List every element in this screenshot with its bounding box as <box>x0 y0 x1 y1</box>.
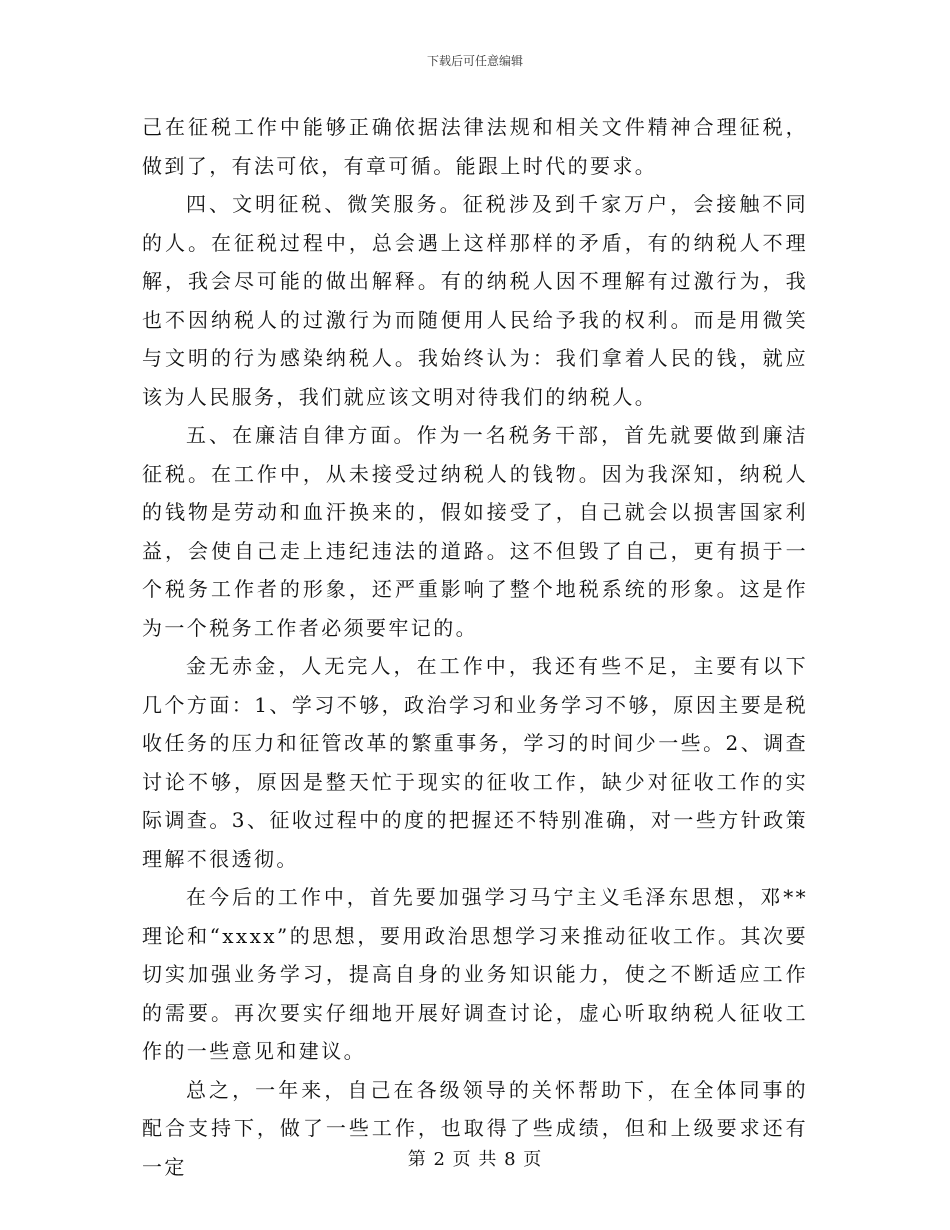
document-body <box>142 108 808 1186</box>
page-header-note: 下载后可任意编辑 <box>426 54 523 68</box>
paragraph-continuation: 己在征税工作中能够正确依据法律法规和相关文件精神合理征税，做到了，有法可依，有章可循。能跟上时代的要求。 <box>142 115 808 178</box>
paragraph-shortcomings: 金无赤金，人无完人，在工作中，我还有些不足，主要有以下几个方面：1、学习不够，政治学习和业务学习不够，原因主要是税收任务的压力和征管改革的繁重事务，学习的时间少一些。2、调查讨论不够，原因是整天忙于现实的征收工作，缺少对征收工作的实际调查。3、征收过程中的度的把握还不特别准确，对一些方针政策理解不很透彻。 <box>142 654 808 871</box>
paragraph-civilized-taxation: 四、文明征税、微笑服务。征税涉及到千家万户，会接触不同的人。在征税过程中，总会遇上这样那样的矛盾，有的纳税人不理解，我会尽可能的做出解释。有的纳税人因不理解有过激行为，我也不因纳税人的过激行为而随便用人民给予我的权利。而是用微笑与文明的行为感染纳税人。我始终认为：我们拿着人民的钱，就应该为人民服务，我们就应该文明对待我们的纳税人。 <box>142 192 808 409</box>
paragraph-integrity: 五、在廉洁自律方面。作为一名税务干部，首先就要做到廉洁征税。在工作中，从未接受过纳税人的钱物。因为我深知，纳税人的钱物是劳动和血汗换来的，假如接受了，自己就会以损害国家利益，会使自己走上违纪违法的道路。这不但毁了自己，更有损于一个税务工作者的形象，还严重影响了整个地税系统的形象。这是作为一个税务工作者必须要牢记的。 <box>142 423 808 640</box>
page-number-footer: 第 2 页 共 8 页 <box>407 1149 543 1170</box>
paragraph-future-work: 在今后的工作中，首先要加强学习马宁主义毛泽东思想，邓**理论和“xxxx”的思想，要用政治思想学习来推动征收工作。其次要切实加强业务学习，提高自身的业务知识能力，使之不断适应工作的需要。再次要实仔细地开展好调查讨论，虚心听取纳税人征收工作的一些意见和建议。 <box>142 885 808 1063</box>
paragraph-summary: 总之，一年来，自己在各级领导的关怀帮助下，在全体同事的配合支持下，做了一些工作，也取得了些成绩，但和上级要求还有一定 <box>142 1077 808 1179</box>
